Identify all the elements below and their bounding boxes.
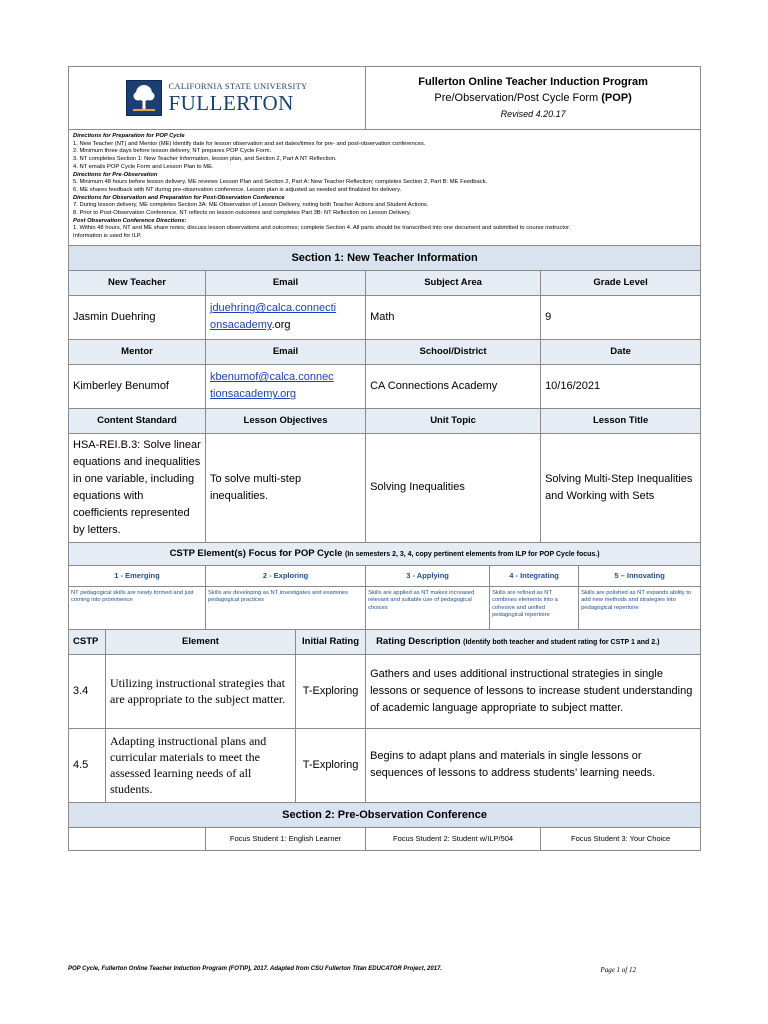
col-header-rating-desc xyxy=(366,629,701,654)
col-header-initial-rating: Initial Rating xyxy=(296,629,366,654)
level-emerging: 1 - Emerging xyxy=(69,565,206,586)
cstp-focus-heading: CSTP Element(s) Focus for POP Cycle xyxy=(169,548,346,560)
pop-form-table xyxy=(68,66,701,851)
cstp-element: Adapting instructional plans and curricular materials to meet the assessed learning needs of all students. xyxy=(106,728,296,802)
level-desc-exploring: Skills are developing as NT investigates and examines pedagogical practices xyxy=(206,586,366,629)
directions-line: 3. NT completes Section 1: New Teacher Information, lesson plan, and Section 2, Part A NT Reflection. xyxy=(73,156,337,163)
col-header-email-2: Email xyxy=(206,339,366,364)
directions-line: 7. During lesson delivery, ME completes Section 3A: ME Observation of Lesson Delivery, noting both Teacher Actions and Student Actions. xyxy=(73,202,429,209)
directions-block xyxy=(69,130,701,246)
footer-citation: POP Cycle, Fullerton Online Teacher Induction Program (FOTIP), 2017. Adapted from CSU Fullerton Titan EDUCATOR Project, 2017. xyxy=(68,966,443,972)
cstp-element: Utilizing instructional strategies that are appropriate to the subject matter. xyxy=(106,654,296,728)
cstp-focus-title xyxy=(69,542,701,565)
focus-blank-cell xyxy=(69,827,206,850)
date-value: 10/16/2021 xyxy=(541,364,701,408)
col-header-mentor: Mentor xyxy=(69,339,206,364)
cstp-focus-note: (In semesters 2, 3, 4, copy pertinent elements from ILP for POP Cycle focus.) xyxy=(345,551,600,559)
logo-campus-line: FULLERTON xyxy=(168,90,294,115)
nt-email-link-1[interactable]: jduehring@calca.connecti xyxy=(210,302,337,315)
new-teacher-name: Jasmin Duehring xyxy=(69,295,206,339)
grade-level-value: 9 xyxy=(541,295,701,339)
directions-line: 4. NT emails POP Cycle Form and Lesson Plan to ME. xyxy=(73,163,214,170)
me-email-link-1[interactable]: kbenumof@calca.connec xyxy=(210,371,334,384)
cstp-rating-description: Begins to adapt plans and materials in single lessons or sequences of lessons to address students’ learning needs. xyxy=(366,728,701,802)
directions-line: 6. ME shares feedback with NT during pre-observation conference. Lesson plan is adjusted as needed and finalized for delivery. xyxy=(73,186,402,193)
directions-pre-heading: Directions for Pre-Observation xyxy=(73,171,158,178)
new-teacher-email[interactable] xyxy=(206,295,366,339)
form-abbr: (POP) xyxy=(601,92,632,104)
directions-line: 8. Prior to Post-Observation Conference, NT reflects on lesson outcomes and completes Part 3B: NT Reflection on Lesson Delivery. xyxy=(73,210,411,217)
page-footer xyxy=(68,966,700,972)
level-exploring: 2 - Exploring xyxy=(206,565,366,586)
cstp-rating-description: Gathers and uses additional instructional strategies in single lessons or sequence of lessons to increase student understanding of academic language appropriate to subject matter. xyxy=(366,654,701,728)
directions-line: Information is used for ILP. xyxy=(73,233,142,240)
directions-line: 2. Minimum three days before lesson delivery, NT prepares POP Cycle Form. xyxy=(73,148,272,155)
directions-post-heading: Post Observation Conference Directions: xyxy=(73,217,187,224)
revised-date: Revised 4.20.17 xyxy=(500,109,566,119)
unit-topic-value: Solving Inequalities xyxy=(366,433,541,542)
me-email-link-2[interactable]: tionsacademy.org xyxy=(210,388,297,401)
col-header-email: Email xyxy=(206,270,366,295)
col-header-lesson-title: Lesson Title xyxy=(541,408,701,433)
level-integrating: 4 - Integrating xyxy=(490,565,579,586)
directions-prep-heading: Directions for Preparation for POP Cycle xyxy=(73,133,185,139)
directions-line: 1. New Teacher (NT) and Mentor (ME) identify date for lesson observation and set dates/times for pre- and post-observation conferences. xyxy=(73,140,426,147)
col-header-element: Element xyxy=(106,629,296,654)
col-header-unit: Unit Topic xyxy=(366,408,541,433)
level-desc-emerging: NT pedagogical skills are newly formed and just coming into prominence xyxy=(69,586,206,629)
col-header-cstp: CSTP xyxy=(69,629,106,654)
mentor-email[interactable] xyxy=(206,364,366,408)
cstp-number: 4.5 xyxy=(69,728,106,802)
rating-desc-heading: Rating Description xyxy=(376,636,464,648)
form-title-cell xyxy=(366,67,701,130)
col-header-standard: Content Standard xyxy=(69,408,206,433)
form-name: Pre/Observation/Post Cycle Form xyxy=(434,92,602,104)
col-header-objectives: Lesson Objectives xyxy=(206,408,366,433)
col-header-new-teacher: New Teacher xyxy=(69,270,206,295)
col-header-grade: Grade Level xyxy=(541,270,701,295)
subject-area-value: Math xyxy=(366,295,541,339)
focus-student-2: Focus Student 2: Student w/ILP/504 xyxy=(366,827,541,850)
lesson-title-value: Solving Multi-Step Inequalities and Working with Sets xyxy=(541,433,701,542)
rating-desc-note: (Identify both teacher and student rating for CSTP 1 and 2.) xyxy=(463,639,660,647)
cstp-initial-rating: T-Exploring xyxy=(296,728,366,802)
page-number: Page 1 of 12 xyxy=(600,966,636,974)
directions-line: 1. Within 48 hours, NT and ME share notes; discuss lesson observations and outcomes; complete Section 4. All parts should be transcribed into one document and submitted to course instructor. xyxy=(73,225,571,232)
col-header-subject: Subject Area xyxy=(366,270,541,295)
form-page xyxy=(68,66,700,851)
program-title: Fullerton Online Teacher Induction Program xyxy=(418,76,648,88)
focus-student-1: Focus Student 1: English Learner xyxy=(206,827,366,850)
lesson-objectives-value: To solve multi-step inequalities. xyxy=(206,433,366,542)
col-header-school: School/District xyxy=(366,339,541,364)
section1-title: Section 1: New Teacher Information xyxy=(69,245,701,270)
directions-line: 5. Minimum 48 hours before lesson delivery, ME reviews Lesson Plan and Section 2, Part A: New Teacher Reflection; completes Section 2, Part B: ME Feedback. xyxy=(73,179,488,186)
logo-cell xyxy=(69,67,366,130)
level-desc-integrating: Skills are refined as NT combines elements into a cohesive and unified pedagogical repertoire xyxy=(490,586,579,629)
col-header-date: Date xyxy=(541,339,701,364)
cstp-initial-rating: T-Exploring xyxy=(296,654,366,728)
mentor-name: Kimberley Benumof xyxy=(69,364,206,408)
content-standard-value: HSA-REI.B.3: Solve linear equations and inequalities in one variable, including equations with coefficients represented by letters. xyxy=(69,433,206,542)
level-desc-applying: Skills are applied as NT makes increased relevant and suitable use of pedagogical choices xyxy=(366,586,490,629)
level-innovating: 5 – Innovating xyxy=(579,565,701,586)
school-district-value: CA Connections Academy xyxy=(366,364,541,408)
level-desc-innovating: Skills are polished as NT expands ability to add new methods and strategies into pedagogical repertoire xyxy=(579,586,701,629)
section2-title: Section 2: Pre-Observation Conference xyxy=(69,802,701,827)
logo-university-line: CALIFORNIA STATE UNIVERSITY xyxy=(168,81,308,92)
nt-email-suffix: .org xyxy=(271,319,291,332)
university-seal-icon xyxy=(126,80,162,116)
directions-obs-heading: Directions for Observation and Preparation for Post-Observation Conference xyxy=(73,194,285,201)
nt-email-link-2[interactable]: onsacademy xyxy=(210,319,272,332)
focus-student-3: Focus Student 3: Your Choice xyxy=(541,827,701,850)
cstp-number: 3.4 xyxy=(69,654,106,728)
level-applying: 3 - Applying xyxy=(366,565,490,586)
